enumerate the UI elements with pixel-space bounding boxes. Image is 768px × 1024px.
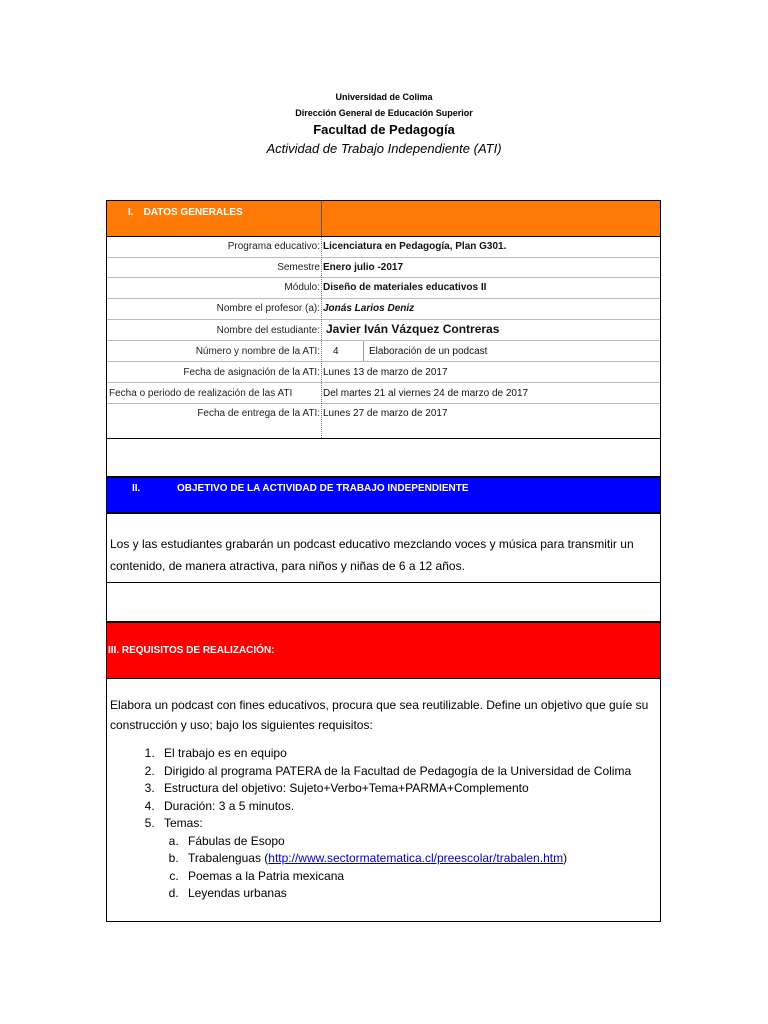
- row-value: Jonás Larios Deniz: [323, 303, 415, 314]
- general-data-table: [106, 237, 661, 439]
- section-objective-header: [106, 477, 661, 513]
- requirements-list: [132, 745, 631, 903]
- objective-text: Los y las estudiantes grabarán un podcast educativo mezclando voces y música para transmitir un contenido, de manera atractiva, para niños y niñas de 6 a 12 años.: [110, 537, 634, 573]
- topic-suffix: ): [563, 851, 568, 865]
- table-row: [107, 299, 660, 320]
- row-value: Licenciatura en Pedagogía, Plan G301.: [323, 241, 507, 252]
- row-value: Diseño de materiales educativos II: [323, 282, 487, 293]
- section-title: DATOS GENERALES: [143, 207, 243, 218]
- activity-title: Actividad de Trabajo Independiente (ATI): [266, 141, 502, 156]
- section-number: II.: [132, 483, 141, 494]
- table-row: [107, 258, 660, 278]
- topics-label: Temas:: [164, 816, 203, 830]
- row-value: Lunes 27 de marzo de 2017: [323, 408, 448, 419]
- section-title: OBJETIVO DE LA ACTIVIDAD DE TRABAJO INDEPENDIENTE: [177, 483, 469, 494]
- requirements-box: [106, 679, 661, 922]
- objective-box: [106, 513, 661, 583]
- requirements-intro: Elabora un podcast con fines educativos, procura que sea reutilizable. Define un objetivo que guíe su construcción y uso; bajo los siguientes requisitos:: [110, 698, 649, 732]
- list-item: 4. Duración: 3 a 5 minutos.: [158, 798, 631, 816]
- table-row: [107, 278, 660, 299]
- row-label: Nombre del estudiante:: [216, 325, 320, 336]
- faculty-name: Facultad de Pedagogía: [313, 122, 455, 137]
- row-value: Enero julio -2017: [323, 262, 404, 273]
- spacer-row: [106, 583, 661, 622]
- table-row: [107, 404, 660, 439]
- topic-item: a. Fábulas de Esopo: [182, 833, 631, 851]
- row-value: Lunes 13 de marzo de 2017: [323, 367, 448, 378]
- row-label: Módulo:: [284, 282, 320, 293]
- section-general-data-header: [106, 200, 661, 237]
- section-requirements-header: [106, 622, 661, 679]
- list-item: 2. Dirigido al programa PATERA de la Facultad de Pedagogía de la Universidad de Colima: [158, 763, 631, 781]
- row-label: Fecha o periodo de realización de las ATI: [109, 388, 293, 399]
- table-row: [107, 362, 660, 383]
- list-item: 1. El trabajo es en equipo: [158, 745, 631, 763]
- topic-item: c. Poemas a la Patria mexicana: [182, 868, 631, 886]
- table-row: [107, 383, 660, 404]
- table-row: [107, 320, 660, 341]
- list-item: 3. Estructura del objetivo: Sujeto+Verbo+Tema+PARMA+Complemento: [158, 780, 631, 798]
- ati-name: Elaboración de un podcast: [369, 346, 488, 357]
- row-label: Fecha de asignación de la ATI:: [183, 367, 320, 378]
- direction-name: Dirección General de Educación Superior: [295, 108, 473, 118]
- row-value: Del martes 21 al viernes 24 de marzo de 2017: [323, 388, 529, 399]
- row-label: Número y nombre de la ATI:: [195, 346, 320, 357]
- row-label: Fecha de entrega de la ATI:: [197, 408, 320, 419]
- table-row: [107, 237, 660, 258]
- topics-list: [164, 833, 631, 903]
- section-title: III. REQUISITOS DE REALIZACIÓN:: [108, 645, 275, 656]
- university-name: Universidad de Colima: [335, 92, 433, 102]
- ati-number: 4: [333, 346, 339, 357]
- tongue-twisters-link[interactable]: http://www.sectormatematica.cl/preescolar/trabalen.htm: [268, 851, 564, 865]
- table-row: [107, 341, 660, 362]
- row-label: Programa educativo:: [227, 241, 320, 252]
- topic-item: d. Leyendas urbanas: [182, 885, 631, 903]
- row-label: Semestre: [277, 262, 320, 273]
- row-label: Nombre el profesor (a):: [216, 303, 320, 314]
- topic-item: [182, 850, 631, 868]
- topic-label: Trabalenguas (: [188, 851, 269, 865]
- row-value: Javier Iván Vázquez Contreras: [326, 322, 500, 336]
- spacer-row: [106, 439, 661, 477]
- list-item: [158, 815, 631, 903]
- section-number: I.: [128, 207, 134, 218]
